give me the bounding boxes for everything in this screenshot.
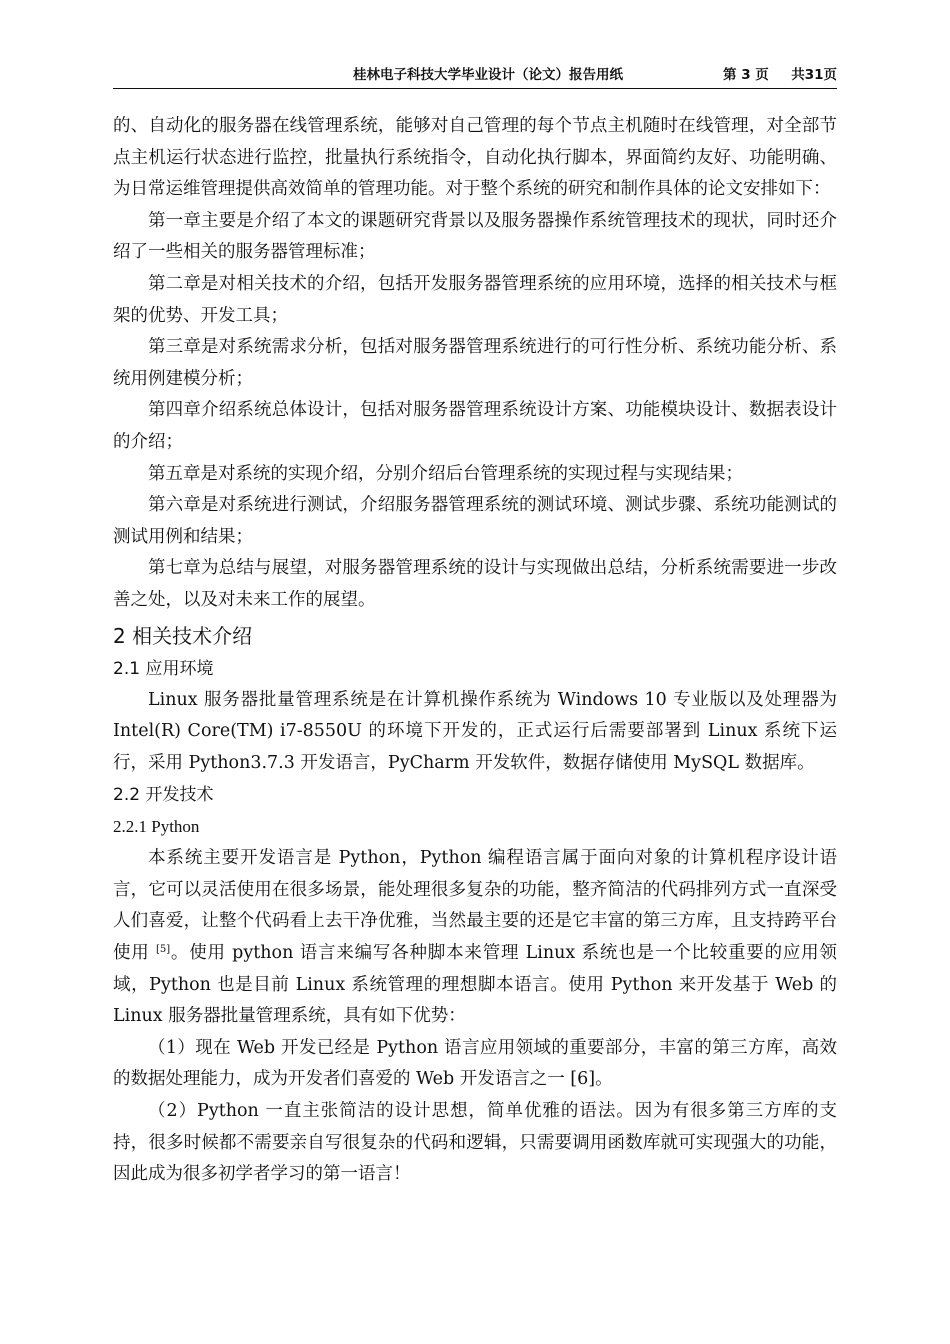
chapter-7-paragraph: 第七章为总结与展望，对服务器管理系统的设计与实现做出总结，分析系统需要进一步改善之处，以及对未来工作的展望。 xyxy=(113,558,837,610)
page-header xyxy=(113,62,837,89)
citation-ref: [5] xyxy=(155,944,171,956)
app-environment-paragraph: Linux 服务器批量管理系统是在计算机操作系统为 Windows 10 专业版以及处理器为 Intel(R) Core(TM) i7-8550U 的环境下开发的，正式运行后需要部署到 Linux 系统下运行，采用 Python3.7.3 开发语言，PyCharm 开发软件，数据存储使用 MySQL 数据库。 xyxy=(113,689,837,773)
python-paragraph-part-1: 本系统主要开发语言是 Python，Python 编程语言属于面向对象的计算机程序设计语言，它可以灵活使用在很多场景，能处理很多复杂的功能，整齐简洁的代码排列方式一直深受人们喜爱，让整个代码看上去干净优雅，当然最主要的还是它丰富的第三方库，且支持跨平台使用 xyxy=(113,848,837,964)
section-2-2-heading: 2.2 开发技术 xyxy=(113,785,214,806)
chapter-6-paragraph: 第六章是对系统进行测试，介绍服务器管理系统的测试环境、测试步骤、系统功能测试的测试用例和结果； xyxy=(113,495,837,547)
chapter-3-paragraph: 第三章是对系统需求分析，包括对服务器管理系统进行的可行性分析、系统功能分析、系统用例建模分析； xyxy=(113,337,837,389)
section-2-2-1-heading: 2.2.1 Python xyxy=(113,817,200,837)
chapter-5-paragraph: 第五章是对系统的实现介绍，分别介绍后台管理系统的实现过程与实现结果； xyxy=(148,463,743,484)
chapter-2-paragraph: 第二章是对相关技术的介绍，包括开发服务器管理系统的应用环境，选择的相关技术与框架的优势、开发工具； xyxy=(113,273,837,326)
intro-paragraph: 的、自动化的服务器在线管理系统，能够对自己管理的每个节点主机随时在线管理，对全部节点主机运行状态进行监控，批量执行系统指令，自动化执行脚本，界面简约友好、功能明确、为日常运维管理提供高效简单的管理功能。对于整个系统的研究和制作具体的论文安排如下： xyxy=(113,116,837,200)
chapter-1-paragraph: 第一章主要是介绍了本文的课题研究背景以及服务器操作系统管理技术的现状，同时还介绍了一些相关的服务器管理标准； xyxy=(113,210,837,263)
section-2-1-heading: 2.1 应用环境 xyxy=(113,658,214,679)
document-page xyxy=(113,62,837,1191)
chapter-4-paragraph: 第四章介绍系统总体设计，包括对服务器管理系统设计方案、功能模块设计、数据表设计的介绍； xyxy=(113,400,837,452)
header-title: 桂林电子科技大学毕业设计（论文）报告用纸 xyxy=(353,67,623,83)
python-paragraph xyxy=(113,843,837,1033)
total-pages: 共31页 xyxy=(791,67,837,83)
page-number: 第 3 页 xyxy=(723,67,769,83)
advantage-2-paragraph: （2）Python 一直主张简洁的设计思想，简单优雅的语法。因为有很多第三方库的支持，很多时候都不需要亲自写很复杂的代码和逻辑，只需要调用函数库就可实现强大的功能，因此成为很多初学者学习的第一语言！ xyxy=(113,1101,837,1185)
section-2-heading: 2 相关技术介绍 xyxy=(113,623,253,648)
advantage-1-paragraph: （1）现在 Web 开发已经是 Python 语言应用领域的重要部分，丰富的第三方库，高效的数据处理能力，成为开发者们喜爱的 Web 开发语言之一 [6]。 xyxy=(113,1037,837,1090)
python-paragraph-part-2: 。使用 python 语言来编写各种脚本来管理 Linux 系统也是一个比较重要的应用领域，Python 也是目前 Linux 系统管理的理想脚本语言。使用 Python 来开发基于 Web 的 Linux 服务器批量管理系统，具有如下优势： xyxy=(113,943,837,1027)
document-body xyxy=(113,111,837,1191)
